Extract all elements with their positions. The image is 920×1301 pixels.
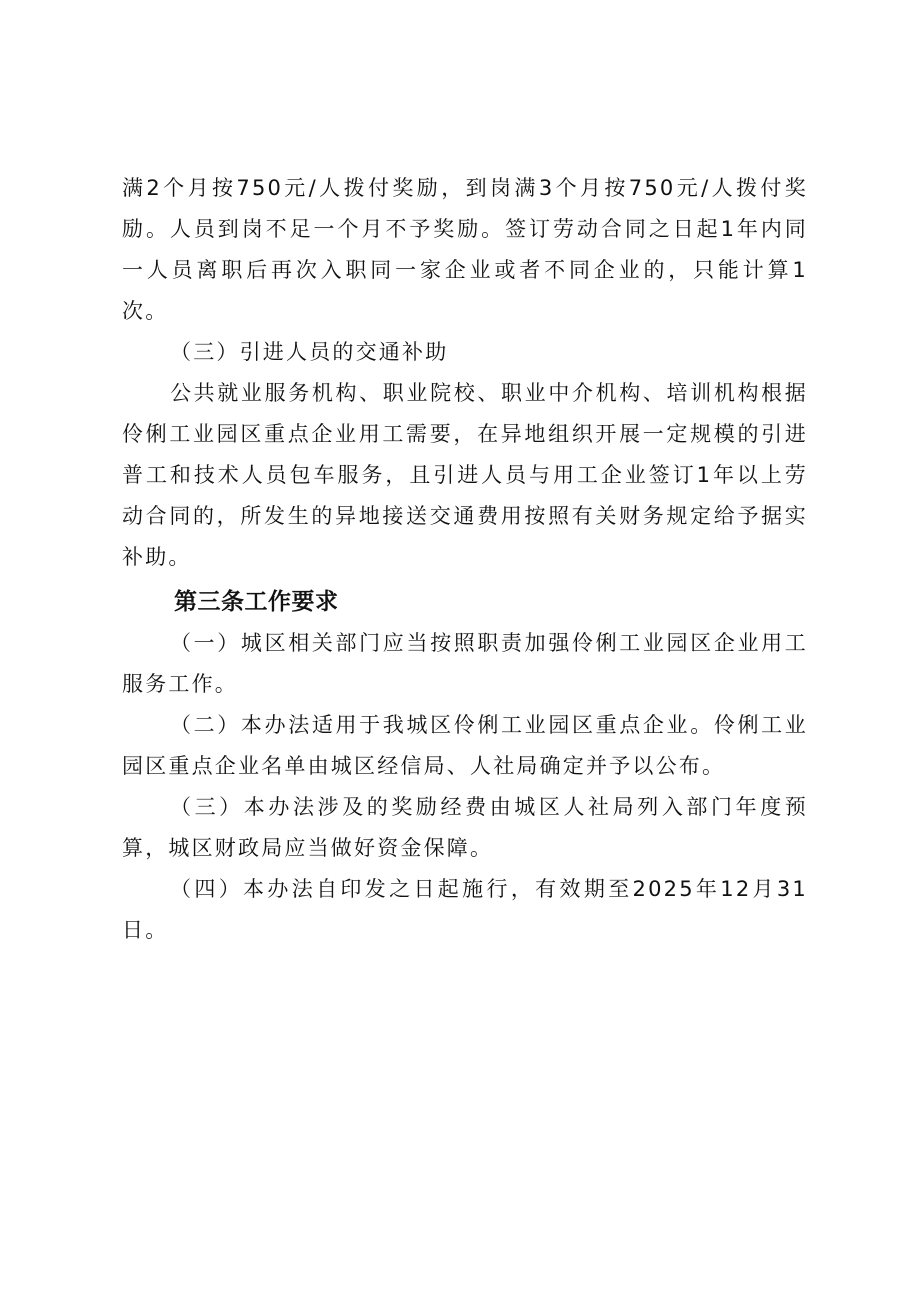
- subsection-transport-subsidy-title: （三）引进人员的交通补助: [170, 340, 449, 364]
- requirement-item-3: （三）本办法涉及的奖励经费由城区人社局列入部门年度预算，城区财政局应当做好资金保障。: [122, 795, 808, 860]
- paragraph-transport-subsidy: 公共就业服务机构、职业院校、职业中介机构、培训机构根据伶俐工业园区重点企业用工需要，在异地组织开展一定规模的引进普工和技术人员包车服务，且引进人员与用工企业签订1年以上劳动合同的，所发生的异地接送交通费用按照有关财务规定给予据实补助。: [122, 381, 808, 569]
- requirement-item-4: （四）本办法自印发之日起施行，有效期至2025年12月31日。: [122, 877, 808, 942]
- requirement-item-2: （二）本办法适用于我城区伶俐工业园区重点企业。伶俐工业园区重点企业名单由城区经信局、人社局确定并予以公布。: [122, 713, 808, 778]
- paragraph-reward-continuation: 满2个月按750元/人拨付奖励，到岗满3个月按750元/人拨付奖励。人员到岗不足一个月不予奖励。签订劳动合同之日起1年内同一人员离职后再次入职同一家企业或者不同企业的，只能计算1次。: [122, 176, 808, 323]
- document-body: [122, 168, 808, 951]
- requirement-item-1: （一）城区相关部门应当按照职责加强伶俐工业园区企业用工服务工作。: [122, 631, 808, 696]
- article-three-heading: 第三条工作要求: [174, 589, 339, 615]
